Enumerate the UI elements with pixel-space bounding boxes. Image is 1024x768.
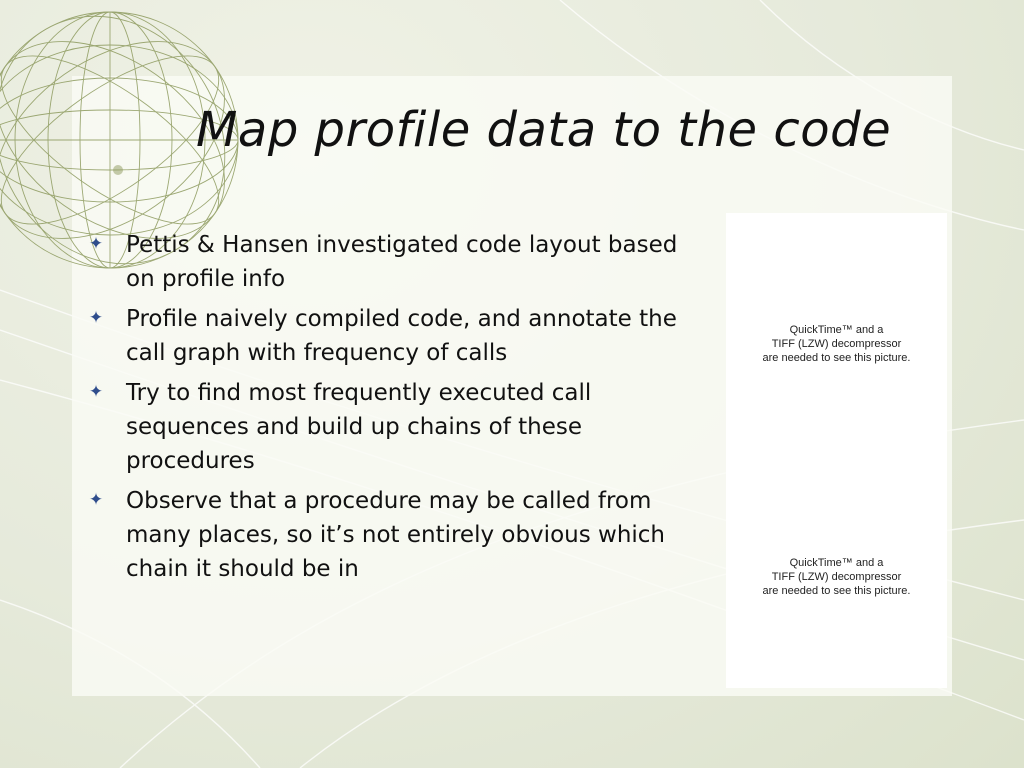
bullet-item: [88, 376, 708, 478]
bullet-item: [88, 302, 708, 370]
bullet-item: [88, 228, 708, 296]
four-point-star-icon: ✦: [88, 382, 104, 402]
four-point-star-icon: ✦: [88, 308, 104, 328]
bullet-text: Observe that a procedure may be called from many places, so it’s not entirely obvious which chain it should be in: [126, 488, 666, 582]
bullet-text: Profile naively compiled code, and annotate the call graph with frequency of calls: [126, 306, 677, 366]
picture-placeholder-box: [726, 213, 947, 688]
four-point-star-icon: ✦: [88, 490, 104, 510]
bullet-text: Try to find most frequently executed call sequences and build up chains of these procedures: [126, 380, 592, 474]
placeholder-line: are needed to see this picture.: [762, 352, 911, 364]
placeholder-line: QuickTime™ and a: [789, 324, 884, 336]
bullet-item: [88, 484, 708, 586]
placeholder-line: are needed to see this picture.: [762, 585, 911, 597]
placeholder-line: TIFF (LZW) decompressor: [771, 338, 902, 350]
placeholder-line: QuickTime™ and a: [789, 557, 884, 569]
placeholder-line: TIFF (LZW) decompressor: [771, 571, 902, 583]
bullet-list: [88, 228, 708, 592]
slide-title: Map profile data to the code: [196, 102, 892, 158]
four-point-star-icon: ✦: [88, 234, 104, 254]
bullet-text: Pettis & Hansen investigated code layout based on profile info: [126, 232, 678, 292]
quicktime-placeholder-note: [726, 323, 947, 365]
quicktime-placeholder-note: [726, 556, 947, 598]
